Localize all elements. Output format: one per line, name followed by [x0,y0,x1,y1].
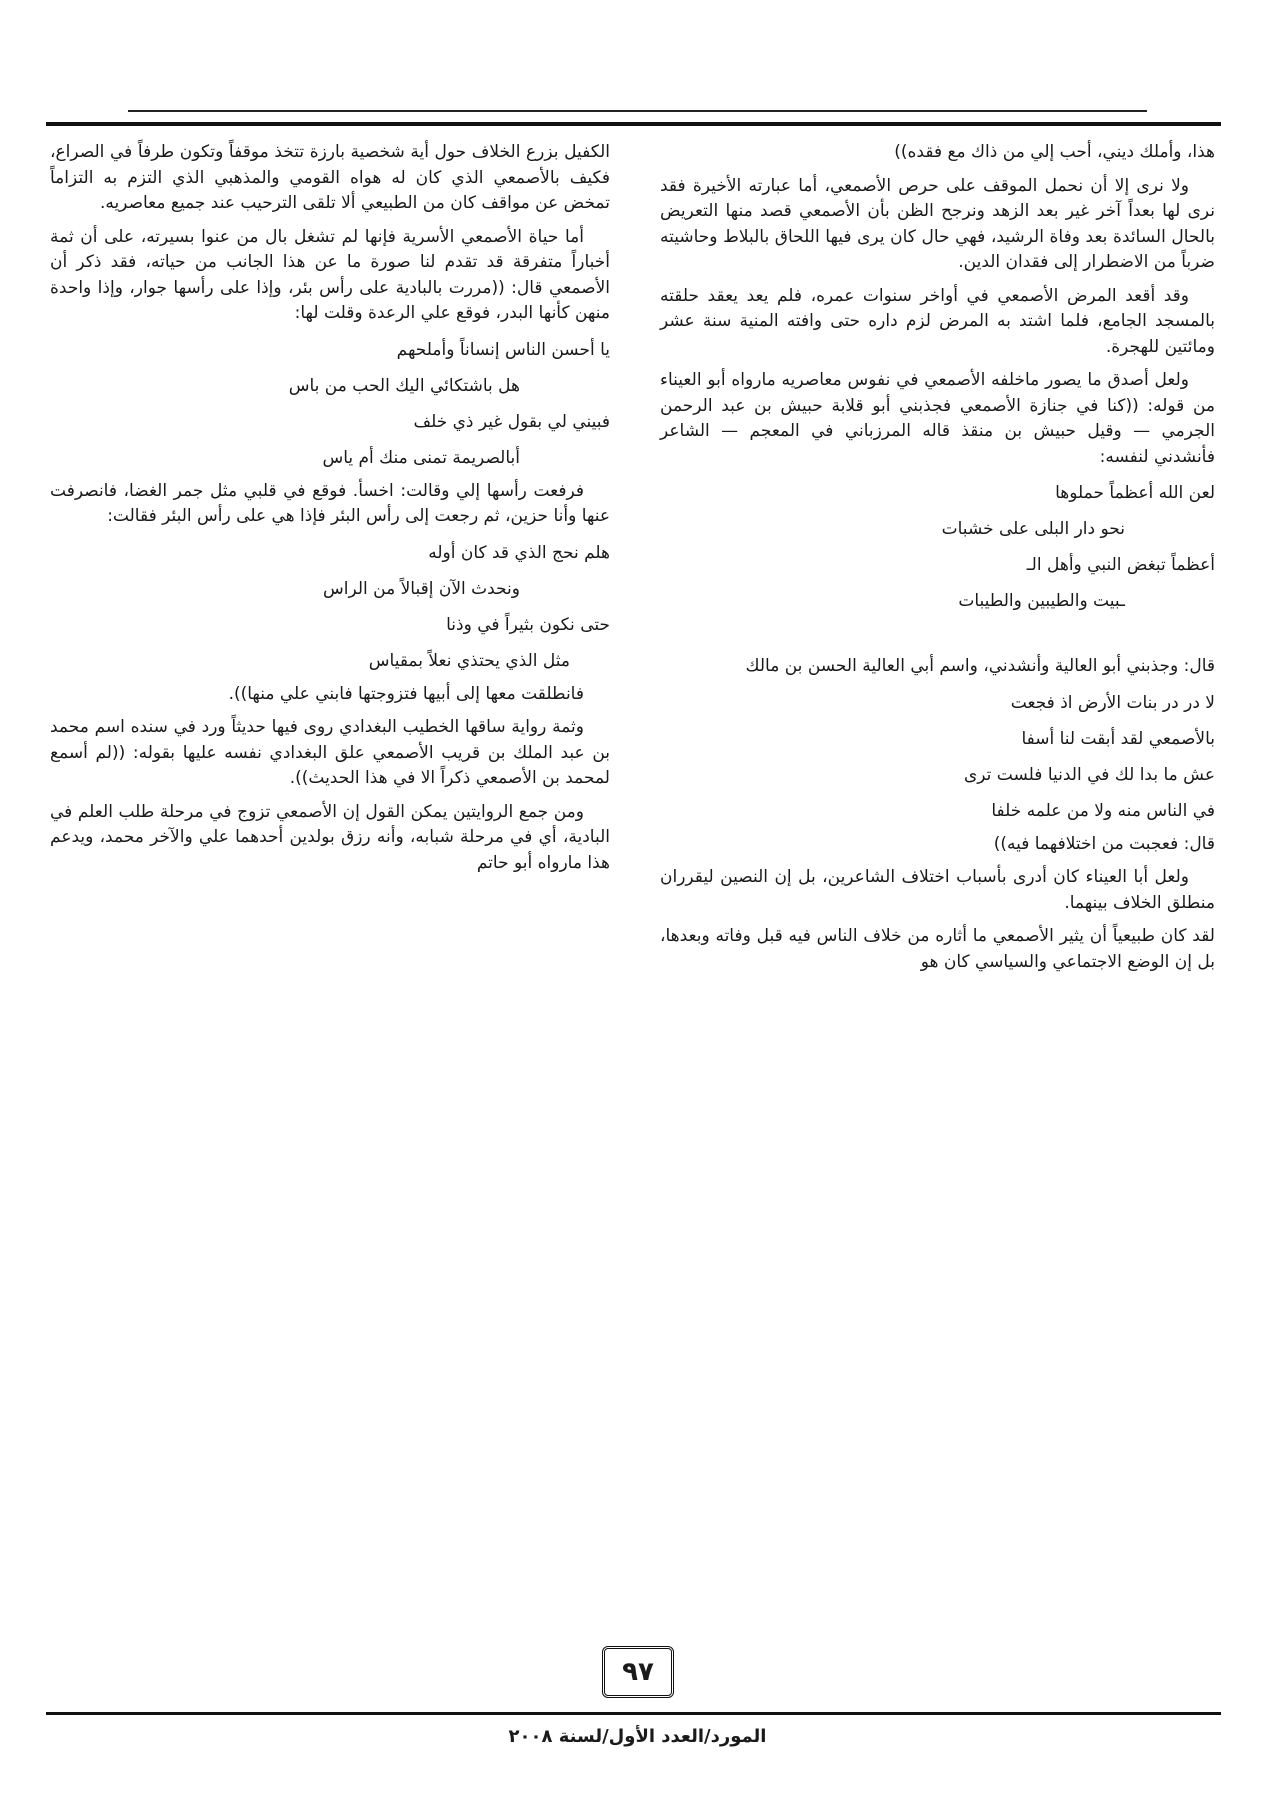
verse-line: ـبيت والطيبين والطيبات [958,591,1125,611]
paragraph: فانطلقت معها إلى أبيها فتزوجتها فابني علي منها)). [228,683,584,704]
paragraph: قال: وجذبني أبو العالية وأنشدني، واسم أبي العالية الحسن بن مالك [745,656,1215,676]
verse-line: نحو دار البلى على خشبات [941,519,1125,539]
paragraph: قال: فعجبت من اختلافهما فيه)) [993,833,1215,854]
footer-rule [46,1712,1221,1715]
verse-line: عش ما بدا لك في الدنيا فلست ترى [963,764,1215,785]
verse-line: لعن الله أعظماً حملوها [1055,483,1215,503]
paragraph: أما حياة الأصمعي الأسرية فإنها لم تشغل بال من عنوا بسيرته، على أن ثمة أخباراً متفرقة قد تقدم لنا صورة ما عن هذا الجانب من حياته، فقد ذكر أن الأصمعي قال: ((مررت بالبادية على رأس بئر، وإذا على رأسها جوار، وإذا واحدة منهن كأنها البدر، فوقع علي الرعدة وقلت لها: [50,226,610,323]
journal-footer: المورد/العدد الأول/لسنة ٢٠٠٨ [508,1726,767,1747]
verse-line: أعظماً تبغض النبي وأهل الـ [1026,555,1215,575]
verse-line: هل باشتكائي اليك الحب من باس [288,375,520,396]
paragraph: لقد كان طبيعياً أن يثير الأصمعي ما أثاره من خلاف الناس فيه قبل وفاته وبعدها، بل إن الوضع الاجتماعي والسياسي كان هو [660,926,1215,972]
verse-line: ونحدث الآن إقبالاً من الراس [322,578,520,599]
verse-line: يا أحسن الناس إنساناً وأملحهم [396,339,610,360]
paragraph: هذا، وأملك ديني، أحب إلي من ذاك مع فقده)) [894,142,1215,162]
left-column [50,140,610,884]
paragraph: ولعل أصدق ما يصور ماخلفه الأصمعي في نفوس معاصريه مارواه أبو العيناء من قوله: ((كنا في جنازة الأصمعي فجذبني أبو قلابة حبيش بن عبد الرحمن الجرمي — وقيل حبيش بن منقذ قاله المرزباني في المعجم — الشاعر فأنشدني لنفسه: [660,370,1215,467]
header-rule-thin [128,110,1147,112]
paragraph: وقد أقعد المرض الأصمعي في أواخر سنوات عمره، فلم يعد يعقد حلقته بالمسجد الجامع، فلما اشتد به المرض لزم داره حتى وافته المنية سنة عشر ومائتين للهجرة. [660,285,1215,357]
verse-line: أبالصريمة تمنى منك أم ياس [322,447,520,468]
paragraph: فرفعت رأسها إلي وقالت: اخسأ. فوقع في قلبي مثل جمر الغضا، فانصرفت عنها وأنا حزين، ثم رجعت إلى رأس البئر فإذا هي على رأس البئر فقالت: [50,480,610,526]
verse-line: لا در در بنات الأرض اذ فجعت [1010,692,1215,713]
verse-line: هلم نحج الذي قد كان أوله [428,542,610,563]
paragraph: ولا نرى إلا أن نحمل الموقف على حرص الأصمعي، أما عبارته الأخيرة فقد نرى لها بعداً آخر غير بعد الزهد ونرجح الظن بأن الأصمعي قصد منها التعريض بالحال السائدة بعد وفاة الرشيد، فهي حال كان يرى فيها اللحاق بالبلاط وحاشيته ضرباً من الاضطرار إلى فقدان الدين. [660,175,1215,272]
paragraph: ومن جمع الروايتين يمكن القول إن الأصمعي تزوج في مرحلة طلب العلم في البادية، أي في مرحلة شبابه، وأنه رزق بولدين أحدهما علي والآخر محمد، ويدعم هذا مارواه أبو حاتم [50,801,610,873]
paragraph: وثمة رواية ساقها الخطيب البغدادي روى فيها حديثاً ورد في سنده اسم محمد بن عبد الملك بن قريب الأصمعي علق البغدادي نفسه عليها بقوله: ((لم أسمع لمحمد بن الأصمعي ذكراً الا في هذا الحديث)). [50,717,610,788]
page-number: ٩٧ [602,1646,674,1698]
right-column [660,140,1215,983]
header-rule-thick [46,122,1221,126]
verse-line: فبيني لي بقول غير ذي خلف [413,411,610,432]
verse-line: بالأصمعي لقد أبقت لنا أسفا [1021,728,1215,749]
verse-line: مثل الذي يحتذي نعلاً بمقياس [368,650,570,671]
verse-line: في الناس منه ولا من علمه خلفا [991,800,1215,821]
paragraph: الكفيل بزرع الخلاف حول أية شخصية بارزة تتخذ موقفاً وتكون طرفاً في الصراع، فكيف بالأصمعي الذي كان له هواه القومي والمذهبي الذي التزم به التزاماً تمخض عن مواقف كان من الطبيعي ألا تلقى الترحيب عند جميع معاصريه. [50,142,610,213]
paragraph: ولعل أبا العيناء كان أدرى بأسباب اختلاف الشاعرين، بل إن النصين ليقرران منطلق الخلاف بينهما. [660,867,1215,913]
verse-line: حتى نكون بثيراً في وذنا [446,614,610,635]
